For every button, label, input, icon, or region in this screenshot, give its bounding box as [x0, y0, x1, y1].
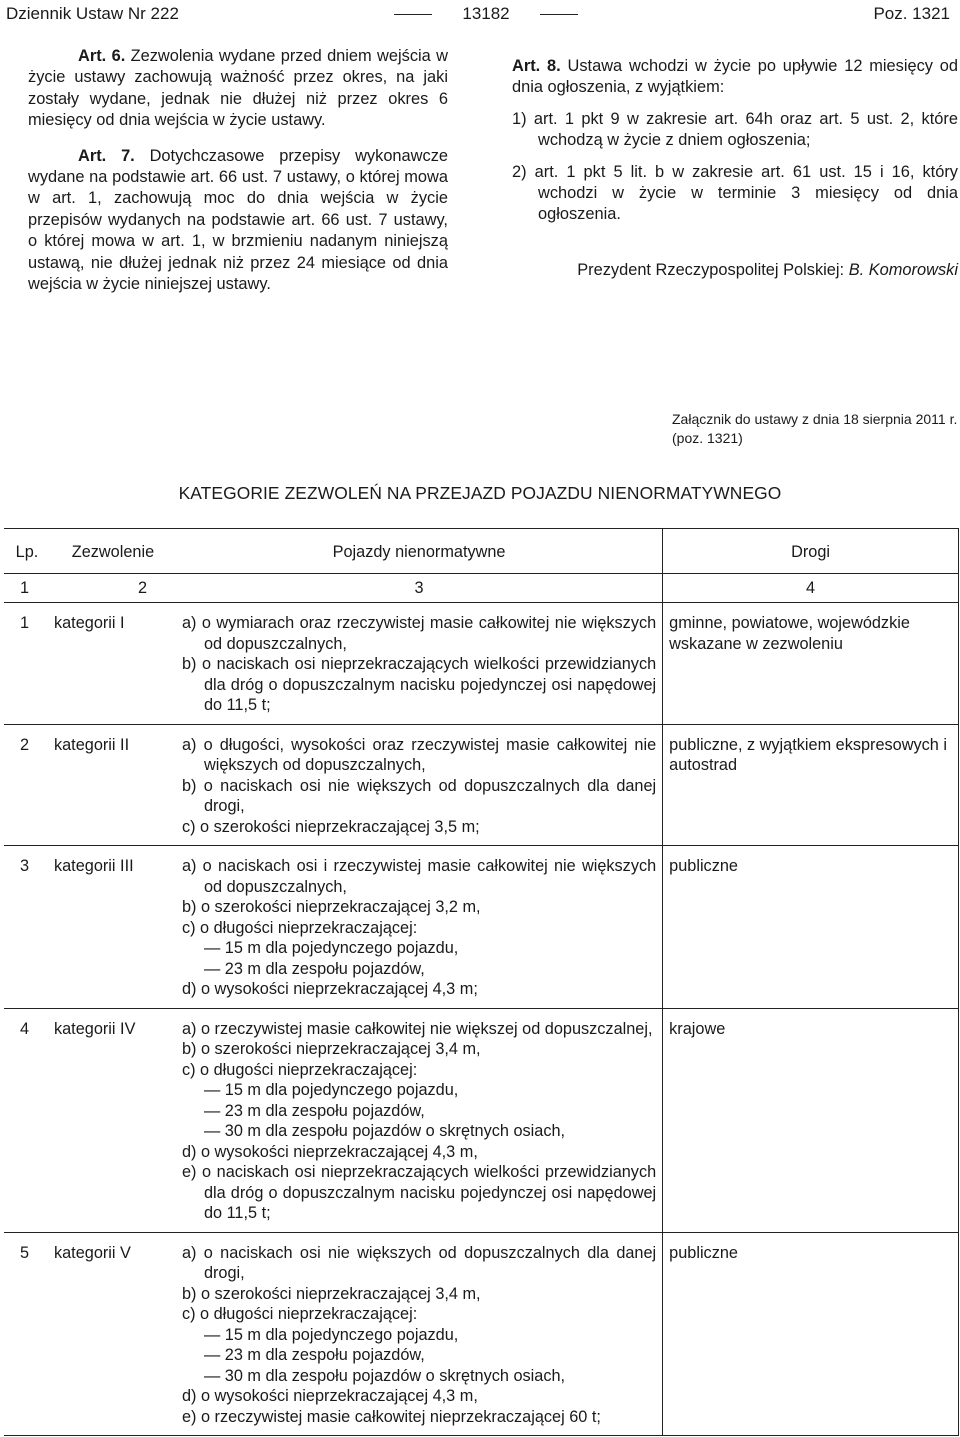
- vehicle-condition: a) o rzeczywistej masie całkowitej nie większej od dopuszczalnej,: [181, 1019, 653, 1038]
- table-row: [4, 603, 959, 725]
- length-limit: — 15 m dla pojedynczego pojazdu,: [203, 1081, 459, 1099]
- row-lp: 5: [4, 1232, 50, 1436]
- row-category: kategorii IV: [50, 1008, 176, 1232]
- vehicle-condition: c) o szerokości nieprzekraczającej 3,5 m;: [181, 817, 480, 836]
- article-8-label: Art. 8.: [512, 57, 561, 75]
- position-number: Poz. 1321: [873, 4, 950, 23]
- article-8: [512, 56, 958, 99]
- vehicle-condition: c) o długości nieprzekraczającej:: [181, 1060, 418, 1079]
- row-vehicles: [176, 1008, 663, 1232]
- header-permit: Zezwolenie: [50, 529, 176, 574]
- row-vehicles: [176, 724, 663, 846]
- header-lp: Lp.: [4, 529, 50, 574]
- vehicle-condition: a) o naciskach osi nie większych od dopuszczalnych dla danej drogi,: [181, 1243, 657, 1282]
- table-row: [4, 1008, 959, 1232]
- row-vehicles: [176, 603, 663, 725]
- table-header-row: [4, 529, 959, 574]
- column-number: 4: [663, 573, 959, 603]
- signature: [512, 260, 958, 281]
- vehicle-condition: b) o naciskach osi nieprzekraczających wielkości przewidzianych dla dróg o dopuszczalnym nacisku pojedynczej osi napędowej do 11,5 t;: [181, 655, 657, 714]
- length-limit: — 15 m dla pojedynczego pojazdu,: [203, 1325, 459, 1344]
- signature-name: B. Komorowski: [848, 260, 958, 279]
- article-7: [28, 146, 448, 296]
- vehicle-condition: e) o rzeczywistej masie całkowitej nieprzekraczającej 60 t;: [181, 1407, 601, 1426]
- vehicle-condition: b) o szerokości nieprzekraczającej 3,2 m,: [181, 898, 481, 916]
- article-6-label: Art. 6.: [78, 47, 126, 65]
- annex-title: KATEGORIE ZEZWOLEŃ NA PRZEJAZD POJAZDU NIENORMATYWNEGO: [178, 483, 782, 503]
- signature-label: Prezydent Rzeczypospolitej Polskiej:: [577, 260, 845, 279]
- column-number: 3: [176, 573, 663, 603]
- vehicle-condition: e) o naciskach osi nieprzekraczających wielkości przewidzianych dla dróg o dopuszczalnym nacisku pojedynczej osi napędowej do 11,5 t;: [181, 1163, 657, 1222]
- vehicle-condition: d) o wysokości nieprzekraczającej 4,3 m,: [181, 1142, 478, 1161]
- row-roads: publiczne: [663, 1232, 959, 1436]
- vehicle-condition: a) o długości, wysokości oraz rzeczywistej masie całkowitej nie większych od dopuszczalnych,: [181, 735, 657, 774]
- row-lp: 3: [4, 846, 50, 1009]
- length-limit: — 30 m dla zespołu pojazdów o skrętnych osiach,: [203, 1366, 566, 1385]
- row-roads: publiczne: [663, 846, 959, 1009]
- right-column: [512, 56, 958, 281]
- vehicle-condition: b) o naciskach osi nie większych od dopuszczalnych dla danej drogi,: [181, 776, 657, 815]
- header-vehicles: Pojazdy nienormatywne: [176, 529, 663, 574]
- annex-note: [672, 410, 960, 448]
- table-number-row: [4, 573, 959, 603]
- left-column: [28, 46, 448, 295]
- row-vehicles: [176, 1232, 663, 1436]
- row-category: kategorii I: [50, 603, 176, 725]
- table-row: [4, 1232, 959, 1436]
- row-lp: 1: [4, 603, 50, 725]
- row-lp: 2: [4, 724, 50, 846]
- vehicle-condition: c) o długości nieprzekraczającej:: [181, 1305, 418, 1323]
- table-row: [4, 846, 959, 1009]
- page-header: [6, 4, 950, 28]
- journal-name: Dziennik Ustaw Nr 222: [6, 4, 179, 23]
- row-vehicles: [176, 846, 663, 1009]
- vehicle-condition: a) o naciskach osi i rzeczywistej masie całkowitej nie większych od dopuszczalnych,: [181, 857, 657, 896]
- categories-table: [4, 528, 959, 1436]
- vehicle-condition: d) o wysokości nieprzekraczającej 4,3 m;: [181, 980, 478, 998]
- length-limit: — 23 m dla zespołu pojazdów,: [203, 959, 425, 978]
- row-category: kategorii V: [50, 1232, 176, 1436]
- vehicle-condition: d) o wysokości nieprzekraczającej 4,3 m,: [181, 1387, 478, 1405]
- length-limit: — 15 m dla pojedynczego pojazdu,: [203, 939, 459, 957]
- row-roads: gminne, powiatowe, wojewódzkie wskazane w zezwoleniu: [663, 603, 959, 725]
- article-6-text: Zezwolenia wydane przed dniem wejścia w życie ustawy zachowują ważność przez okres, na jaki zostały wydane, jednak nie dłużej niż przez okres 6 miesięcy od dnia wejścia w życie ustawy.: [28, 47, 448, 130]
- article-8-item-1: 1) art. 1 pkt 9 w zakresie art. 64h oraz art. 5 ust. 2, które wchodzą w życie z dniem ogłoszenia;: [512, 109, 958, 150]
- article-6: [28, 46, 448, 132]
- row-category: kategorii III: [50, 846, 176, 1009]
- length-limit: — 30 m dla zespołu pojazdów o skrętnych osiach,: [203, 1122, 566, 1140]
- length-limit: — 23 m dla zespołu pojazdów,: [203, 1346, 425, 1364]
- length-limit: — 23 m dla zespołu pojazdów,: [203, 1101, 425, 1120]
- column-number: 2: [50, 573, 176, 603]
- row-category: kategorii II: [50, 724, 176, 846]
- column-number: 1: [4, 573, 50, 603]
- row-lp: 4: [4, 1008, 50, 1232]
- article-8-item-2: 2) art. 1 pkt 5 lit. b w zakresie art. 61 ust. 15 i 16, który wchodzi w życie w terminie 3 miesięcy od dnia ogłoszenia.: [512, 162, 958, 224]
- vehicle-condition: b) o szerokości nieprzekraczającej 3,4 m,: [181, 1284, 481, 1303]
- annex-line-1: Załącznik do ustawy z dnia 18 sierpnia 2011 r.: [672, 411, 958, 427]
- table-row: [4, 724, 959, 846]
- article-7-text: Dotychczasowe przepisy wykonawcze wydane na podstawie art. 66 ust. 7 ustawy, o której mowa w art. 1, zachowują moc do dnia wejścia w życie przepisów wydanych na podstawie art. 66 ust. 7 ustawy, o której mowa w art. 1, w brzmieniu nadanym niniejszą ustawą, nie dłużej jednak niż przez 24 miesiące od dnia wejścia w życie niniejszej ustawy.: [28, 146, 449, 294]
- article-8-text: Ustawa wchodzi w życie po upływie 12 miesięcy od dnia ogłoszenia, z wyjątkiem:: [512, 57, 959, 97]
- article-7-label: Art. 7.: [78, 146, 135, 165]
- vehicle-condition: b) o szerokości nieprzekraczającej 3,4 m,: [181, 1040, 481, 1058]
- header-roads: Drogi: [663, 529, 959, 574]
- vehicle-condition: c) o długości nieprzekraczającej:: [181, 918, 418, 937]
- vehicle-condition: a) o wymiarach oraz rzeczywistej masie całkowitej nie większych od dopuszczalnych,: [181, 614, 657, 653]
- row-roads: publiczne, z wyjątkiem ekspresowych i autostrad: [663, 724, 959, 846]
- row-roads: krajowe: [663, 1008, 959, 1232]
- page-number: 13182: [438, 4, 534, 24]
- annex-line-2: (poz. 1321): [672, 430, 743, 446]
